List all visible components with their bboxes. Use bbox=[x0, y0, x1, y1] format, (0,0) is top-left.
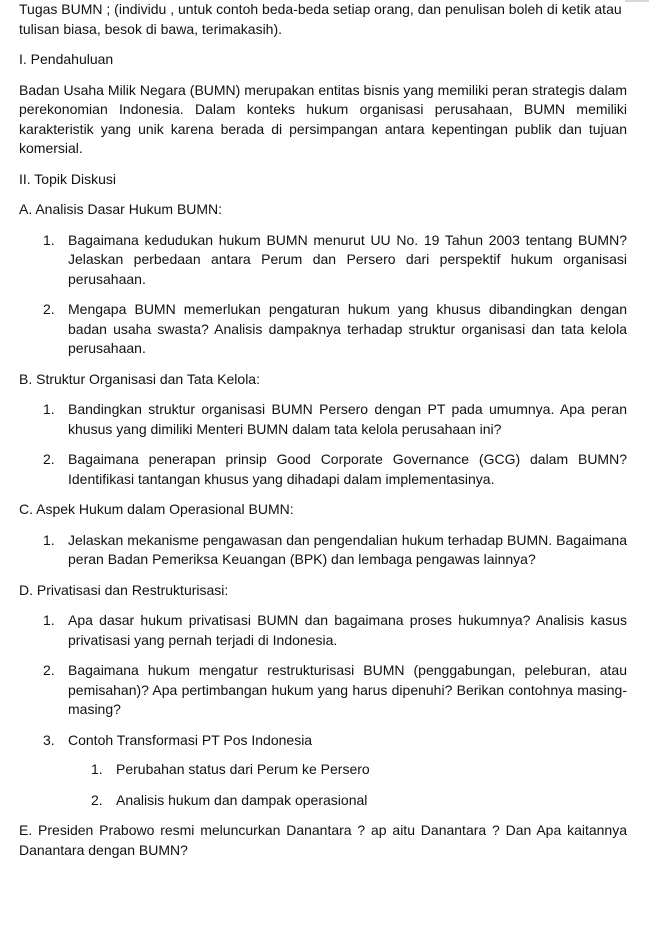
list-number: 2. bbox=[43, 662, 55, 678]
list-number: 2. bbox=[43, 451, 55, 467]
sublist-item bbox=[19, 791, 627, 811]
list-item-text: Bagaimana penerapan prinsip Good Corporate Governance (GCG) dalam BUMN? Identifikasi tantangan khusus yang dihadapi dalam implementasinya. bbox=[68, 451, 627, 487]
list-item bbox=[19, 531, 627, 570]
list-item bbox=[19, 661, 627, 720]
assignment-intro: Tugas BUMN ; (individu , untuk contoh beda-beda setiap orang, dan penulisan boleh di ketik atau tulisan biasa, besok di bawa, terimakasih). bbox=[19, 1, 622, 37]
section-heading-discussion-topics: II. Topik Diskusi bbox=[19, 170, 116, 187]
list-number: 3. bbox=[43, 731, 55, 748]
list-number: 1. bbox=[43, 531, 55, 548]
list-d bbox=[19, 611, 627, 810]
top-divider bbox=[625, 0, 649, 2]
list-item-text: Bagaimana hukum mengatur restrukturisasi BUMN (penggabungan, peleburan, atau pemisahan)? Apa pertimbangan hukum yang harus dipenuhi? Berikan contohnya masing-masing? bbox=[68, 662, 627, 717]
list-item bbox=[19, 731, 627, 811]
list-item-text: Bandingkan struktur organisasi BUMN Persero dengan PT pada umumnya. Apa peran khusus yang dimiliki Menteri BUMN dalam tata kelola perusahaan ini? bbox=[68, 401, 627, 437]
subsection-heading-b: B. Struktur Organisasi dan Tata Kelola: bbox=[19, 370, 260, 387]
list-number: 1. bbox=[43, 401, 55, 417]
list-item bbox=[19, 611, 627, 650]
section-heading-introduction: I. Pendahuluan bbox=[19, 51, 114, 67]
subsection-heading-c: C. Aspek Hukum dalam Operasional BUMN: bbox=[19, 501, 294, 517]
subsection-heading-a: A. Analisis Dasar Hukum BUMN: bbox=[19, 201, 223, 217]
introduction-paragraph: Badan Usaha Milik Negara (BUMN) merupakan entitas bisnis yang memiliki peran strategis dalam perekonomian Indonesia. Dalam konteks hukum organisasi perusahaan, BUMN memiliki karakteristik yang unik karena berada di persimpangan antara kepentingan publik dan tujuan komersial. bbox=[19, 81, 627, 156]
list-b bbox=[19, 400, 627, 489]
document-page bbox=[19, 0, 635, 860]
list-c bbox=[19, 531, 627, 570]
list-item bbox=[19, 231, 627, 290]
subsection-heading-d: D. Privatisasi dan Restrukturisasi: bbox=[19, 581, 229, 598]
sublist-item-text: Analisis hukum dan dampak operasional bbox=[116, 791, 368, 808]
list-item-text: Jelaskan mekanisme pengawasan dan pengendalian hukum terhadap BUMN. Bagaimana peran Badan Pemeriksa Keuangan (BPK) dan lembaga pengawas lainnya? bbox=[68, 531, 627, 567]
sublist-item-text: Perubahan status dari Perum ke Persero bbox=[116, 761, 370, 777]
list-item-text: Mengapa BUMN memerlukan pengaturan hukum yang khusus dibandingkan dengan badan usaha swasta? Analisis dampaknya terhadap struktur organisasi dan tata kelola perusahaan. bbox=[68, 301, 627, 356]
sublist-item bbox=[19, 760, 627, 780]
list-item bbox=[19, 300, 627, 359]
list-number: 2. bbox=[43, 301, 55, 317]
subsection-e-question: E. Presiden Prabowo resmi meluncurkan Danantara ? ap aitu Danantara ? Dan Apa kaitannya Danantara dengan BUMN? bbox=[19, 822, 635, 858]
list-item-text: Bagaimana kedudukan hukum BUMN menurut UU No. 19 Tahun 2003 tentang BUMN? Jelaskan perbedaan antara Perum dan Persero dari perspektif hukum organisasi perusahaan. bbox=[68, 231, 627, 287]
list-number: 1. bbox=[43, 612, 55, 628]
sublist-pos-indonesia bbox=[68, 760, 627, 810]
list-number: 1. bbox=[43, 231, 55, 248]
list-item-text: Contoh Transformasi PT Pos Indonesia bbox=[68, 731, 313, 748]
list-a bbox=[19, 231, 627, 359]
list-item-text: Apa dasar hukum privatisasi BUMN dan bagaimana proses hukumnya? Analisis kasus privatisasi yang pernah terjadi di Indonesia. bbox=[68, 612, 627, 648]
list-item bbox=[19, 400, 627, 439]
sublist-number: 2. bbox=[91, 791, 103, 808]
list-item bbox=[19, 450, 627, 489]
sublist-number: 1. bbox=[91, 761, 103, 777]
